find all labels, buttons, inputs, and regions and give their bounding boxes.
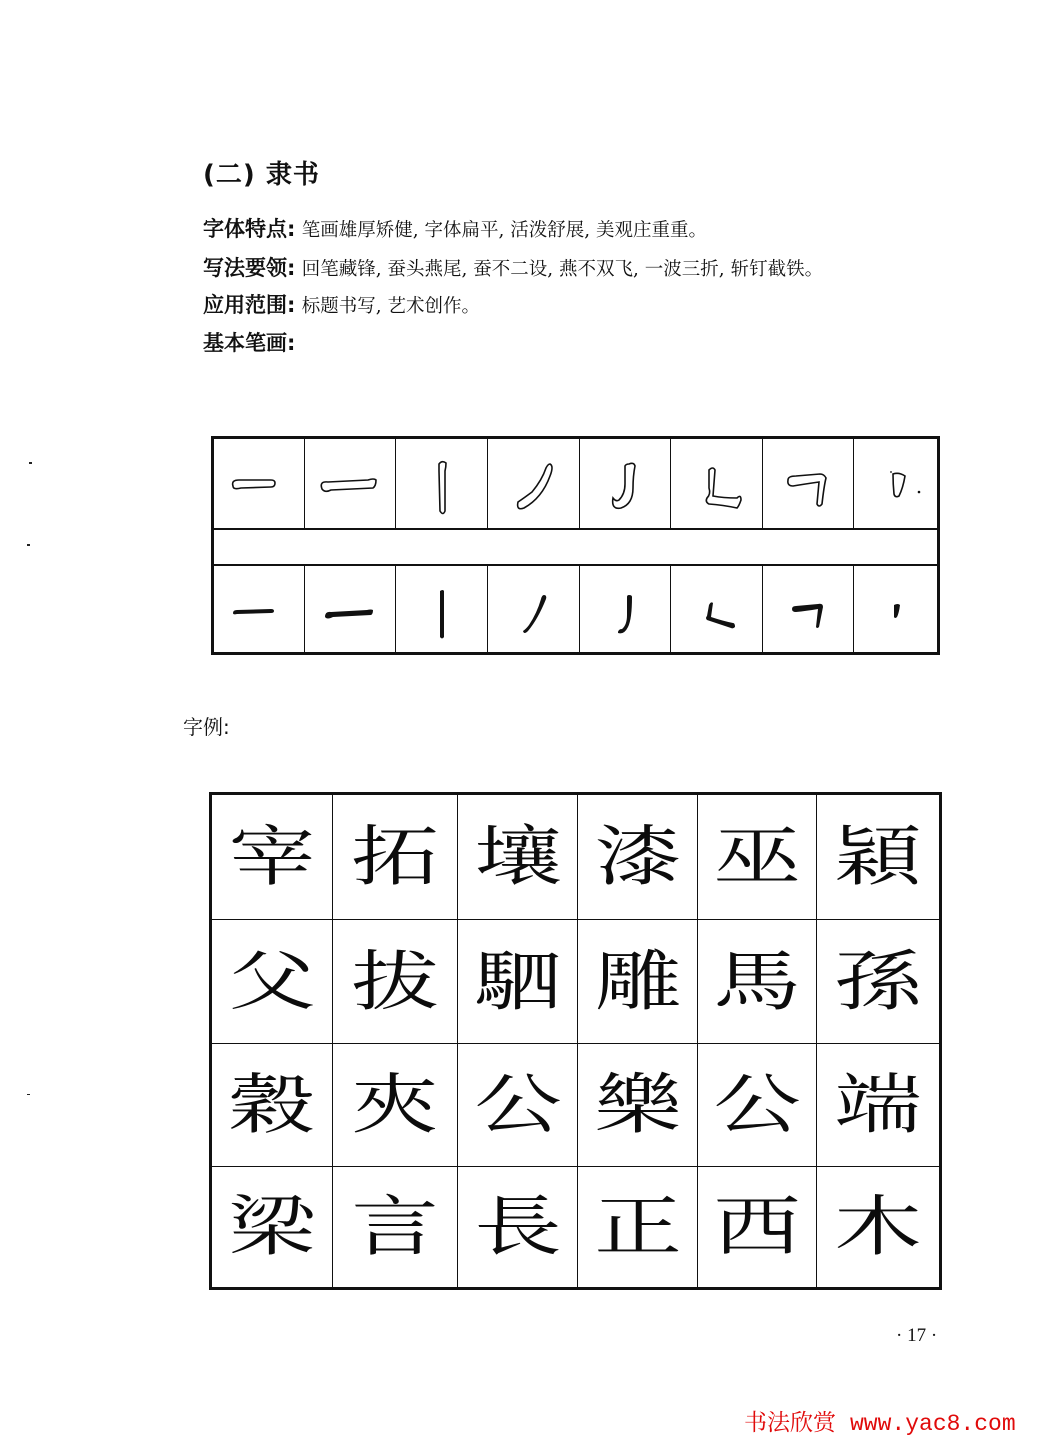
watermark — [744, 1404, 1016, 1437]
stroke-pie-filled-icon — [494, 571, 574, 651]
stroke-cell — [580, 439, 671, 528]
stroke-row-filled — [214, 566, 937, 655]
stroke-cell — [214, 566, 305, 655]
example-char: 穀 — [228, 1067, 316, 1143]
stroke-hengzhe-outline-icon — [768, 444, 848, 524]
example-char: 公 — [713, 1067, 801, 1143]
stroke-cell — [305, 566, 396, 655]
stroke-cell — [396, 566, 488, 655]
example-cell — [212, 1167, 333, 1287]
info-line-application-scope — [203, 293, 480, 319]
stroke-hengzhe-filled-icon — [768, 571, 848, 651]
example-char: 穎 — [834, 819, 922, 895]
example-cell — [817, 1167, 939, 1287]
info-line-basic-strokes — [203, 331, 295, 355]
stroke-cell — [854, 566, 940, 655]
info-value: 标题书写, 艺术创作。 — [301, 296, 481, 317]
example-char: 宰 — [228, 819, 316, 895]
basic-stroke-table — [211, 436, 940, 655]
scan-speck — [27, 544, 30, 546]
example-cell — [333, 795, 458, 920]
stroke-long-heng-filled-icon — [310, 571, 390, 651]
example-cell — [578, 920, 698, 1044]
info-label: 基本笔画: — [203, 331, 296, 355]
example-cell — [698, 1167, 817, 1287]
stroke-shugou-filled-icon — [585, 571, 665, 651]
example-cell — [212, 920, 333, 1044]
stroke-long-heng-outline-icon — [310, 444, 390, 524]
example-cell — [458, 920, 578, 1044]
example-char: 言 — [351, 1189, 439, 1265]
example-cell — [333, 1044, 458, 1167]
example-cell — [458, 1167, 578, 1287]
stroke-shuzhe-outline-icon — [677, 444, 757, 524]
info-label: 字体特点: — [203, 217, 296, 241]
stroke-cell — [488, 439, 580, 528]
example-cell — [212, 1044, 333, 1167]
stroke-table-gap-row — [214, 530, 937, 566]
stroke-cell — [763, 566, 854, 655]
example-char: 夾 — [351, 1067, 439, 1143]
example-char: 端 — [834, 1067, 922, 1143]
example-cell — [458, 1044, 578, 1167]
stroke-shuzhe-filled-icon — [677, 571, 757, 651]
example-char: 馬 — [713, 943, 801, 1020]
example-cell — [698, 1044, 817, 1167]
stroke-cell — [671, 566, 763, 655]
example-cell — [458, 795, 578, 920]
stroke-cell — [671, 439, 763, 528]
watermark-text: 书法欣赏 — [744, 1410, 836, 1436]
example-char: 梁 — [228, 1189, 316, 1265]
example-char: 漆 — [593, 819, 682, 895]
stroke-shu-filled-icon — [402, 571, 482, 651]
stroke-cell — [396, 439, 488, 528]
info-line-font-features — [203, 217, 707, 243]
info-value: 笔画雄厚矫健, 字体扁平, 活泼舒展, 美观庄重重。 — [301, 220, 708, 241]
example-char: 樂 — [593, 1067, 682, 1143]
example-cell — [817, 920, 939, 1044]
stroke-heng-filled-icon — [219, 571, 299, 651]
example-cell — [817, 795, 939, 920]
page-number: · 17 · — [896, 1325, 938, 1346]
stroke-cell — [305, 439, 396, 528]
example-cell — [578, 795, 698, 920]
example-char: 孫 — [834, 943, 922, 1020]
watermark-url: www.yac8.com — [850, 1411, 1016, 1437]
example-char: 長 — [473, 1189, 562, 1265]
example-cell — [698, 795, 817, 920]
example-char: 拔 — [351, 943, 439, 1020]
example-char: 壤 — [473, 819, 562, 895]
stroke-pie-outline-icon — [494, 444, 574, 524]
example-cell — [333, 1167, 458, 1287]
info-label: 写法要领: — [203, 256, 296, 280]
example-char: 拓 — [351, 819, 439, 895]
stroke-shugou-outline-icon — [585, 444, 665, 524]
example-char: 雕 — [593, 943, 682, 1020]
stroke-row-outline — [214, 439, 937, 530]
examples-label: 字例: — [183, 715, 230, 739]
example-cell — [578, 1167, 698, 1287]
example-cell — [578, 1044, 698, 1167]
info-line-writing-essentials — [203, 256, 823, 282]
example-cell — [333, 920, 458, 1044]
section-title: (二) 隶书 — [203, 160, 320, 190]
scan-speck — [29, 462, 32, 464]
example-char: 正 — [593, 1189, 682, 1265]
info-label: 应用范围: — [203, 293, 296, 317]
example-cell — [212, 795, 333, 920]
stroke-cell — [488, 566, 580, 655]
example-char: 西 — [713, 1189, 801, 1265]
example-character-grid — [209, 792, 942, 1290]
example-char: 父 — [228, 943, 316, 1020]
stroke-cell — [763, 439, 854, 528]
stroke-cell — [580, 566, 671, 655]
stroke-dian-outline-icon — [857, 444, 937, 524]
stroke-cell — [214, 439, 305, 528]
example-char: 駟 — [473, 943, 562, 1020]
example-char: 公 — [473, 1067, 562, 1143]
example-cell — [817, 1044, 939, 1167]
example-char: 木 — [834, 1189, 922, 1265]
stroke-shu-outline-icon — [402, 444, 482, 524]
scan-speck — [27, 1094, 30, 1095]
stroke-heng-outline-icon — [219, 444, 299, 524]
example-char: 巫 — [713, 819, 801, 895]
info-value: 回笔藏锋, 蚕头燕尾, 蚕不二设, 燕不双飞, 一波三折, 斩钉截铁。 — [301, 259, 824, 280]
stroke-dian-filled-icon — [857, 571, 937, 651]
stroke-cell — [854, 439, 940, 528]
example-cell — [698, 920, 817, 1044]
